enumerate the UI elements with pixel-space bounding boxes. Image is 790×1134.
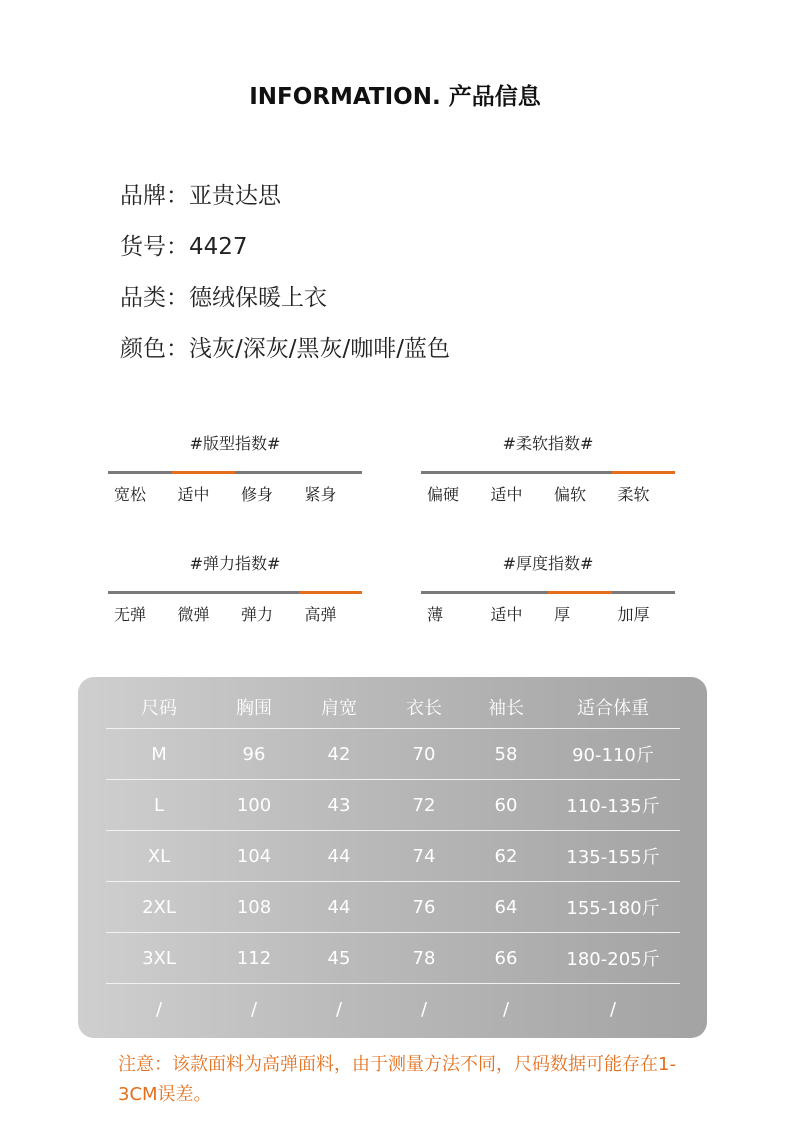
table-cell: 78 [382, 933, 466, 984]
table-cell: 155-180斤 [546, 882, 680, 933]
column-header: 胸围 [236, 697, 272, 719]
measurement-note: 注意：该款面料为高弹面料，由于测量方法不同，尺码数据可能存在1-3CM误差。 [118, 1054, 676, 1105]
column-header: 尺码 [141, 697, 177, 719]
info-brand [120, 178, 450, 229]
gauge-bar [108, 471, 362, 474]
info-colors [120, 331, 450, 382]
table-cell: 74 [382, 831, 466, 882]
info-label: 货号： [120, 234, 189, 260]
table-cell: 2XL [106, 882, 212, 933]
table-cell: / [212, 984, 296, 1035]
info-label: 品牌： [120, 183, 189, 209]
gauge-option: 适中 [490, 605, 523, 624]
table-cell: XL [106, 831, 212, 882]
gauge-title: #厚度指数# [502, 554, 594, 573]
gauge-option: 适中 [177, 485, 210, 504]
table-cell: / [296, 984, 382, 1035]
info-item-number [120, 229, 450, 280]
table-cell: 42 [296, 729, 382, 780]
table-cell: M [106, 729, 212, 780]
table-cell: 62 [466, 831, 546, 882]
table-header-row [106, 685, 680, 729]
gauge-selected-segment [548, 591, 612, 594]
gauge-selected-segment [612, 471, 676, 474]
table-cell: 90-110斤 [546, 729, 680, 780]
table-cell: / [382, 984, 466, 1035]
gauge-bar [421, 591, 675, 594]
column-header: 适合体重 [577, 697, 649, 719]
info-category [120, 280, 450, 331]
column-header: 袖长 [488, 697, 524, 719]
gauge-option: 紧身 [304, 485, 337, 504]
table-cell: 108 [212, 882, 296, 933]
table-row [106, 933, 680, 984]
table-cell: 72 [382, 780, 466, 831]
table-cell: 76 [382, 882, 466, 933]
table-cell: / [466, 984, 546, 1035]
table-cell: 43 [296, 780, 382, 831]
gauge-bar [108, 591, 362, 594]
gauge-option: 薄 [427, 605, 444, 624]
table-cell: / [106, 984, 212, 1035]
gauge-option: 无弹 [114, 605, 147, 624]
table-row [106, 882, 680, 933]
table-cell: 135-155斤 [546, 831, 680, 882]
table-row [106, 831, 680, 882]
table-cell: 100 [212, 780, 296, 831]
table-cell: 66 [466, 933, 546, 984]
table-cell: 3XL [106, 933, 212, 984]
gauge-thickness [421, 551, 675, 625]
gauge-fit [108, 431, 362, 505]
table-cell: 70 [382, 729, 466, 780]
table-row [106, 780, 680, 831]
gauge-softness [421, 431, 675, 505]
table-cell: L [106, 780, 212, 831]
table-cell: 64 [466, 882, 546, 933]
table-cell: 180-205斤 [546, 933, 680, 984]
gauge-option: 柔软 [617, 485, 650, 504]
table-cell: 96 [212, 729, 296, 780]
column-header: 肩宽 [321, 697, 357, 719]
gauge-option: 高弹 [304, 605, 337, 624]
table-cell: 60 [466, 780, 546, 831]
info-label: 品类： [120, 285, 189, 311]
gauge-option: 偏硬 [427, 485, 460, 504]
table-cell: 44 [296, 831, 382, 882]
table-cell: 112 [212, 933, 296, 984]
gauge-option: 弹力 [241, 605, 274, 624]
info-value: 德绒保暖上衣 [189, 285, 327, 311]
gauge-bar [421, 471, 675, 474]
column-header: 衣长 [406, 697, 442, 719]
table-cell: 44 [296, 882, 382, 933]
gauge-title: #弹力指数# [189, 554, 281, 573]
gauge-option: 宽松 [114, 485, 147, 504]
size-table-panel [78, 677, 707, 1038]
table-cell: 104 [212, 831, 296, 882]
table-cell: 45 [296, 933, 382, 984]
gauge-option: 偏软 [554, 485, 587, 504]
gauge-option: 微弹 [177, 605, 210, 624]
info-value: 亚贵达思 [189, 183, 281, 209]
info-value: 浅灰/深灰/黑灰/咖啡/蓝色 [189, 336, 450, 362]
gauge-option: 修身 [241, 485, 274, 504]
gauge-selected-segment [299, 591, 363, 594]
gauge-option: 适中 [490, 485, 523, 504]
gauge-selected-segment [172, 471, 236, 474]
gauge-option: 厚 [554, 605, 571, 624]
gauge-option: 加厚 [617, 605, 650, 624]
info-label: 颜色： [120, 336, 189, 362]
product-info [120, 178, 450, 382]
info-value: 4427 [189, 234, 248, 260]
table-cell: 110-135斤 [546, 780, 680, 831]
page-title: INFORMATION. 产品信息 [249, 84, 541, 110]
table-row [106, 729, 680, 780]
table-cell: / [546, 984, 680, 1035]
gauge-title: #柔软指数# [502, 434, 594, 453]
gauge-elasticity [108, 551, 362, 625]
table-row [106, 984, 680, 1035]
table-cell: 58 [466, 729, 546, 780]
gauge-title: #版型指数# [189, 434, 281, 453]
size-table [106, 685, 680, 1034]
